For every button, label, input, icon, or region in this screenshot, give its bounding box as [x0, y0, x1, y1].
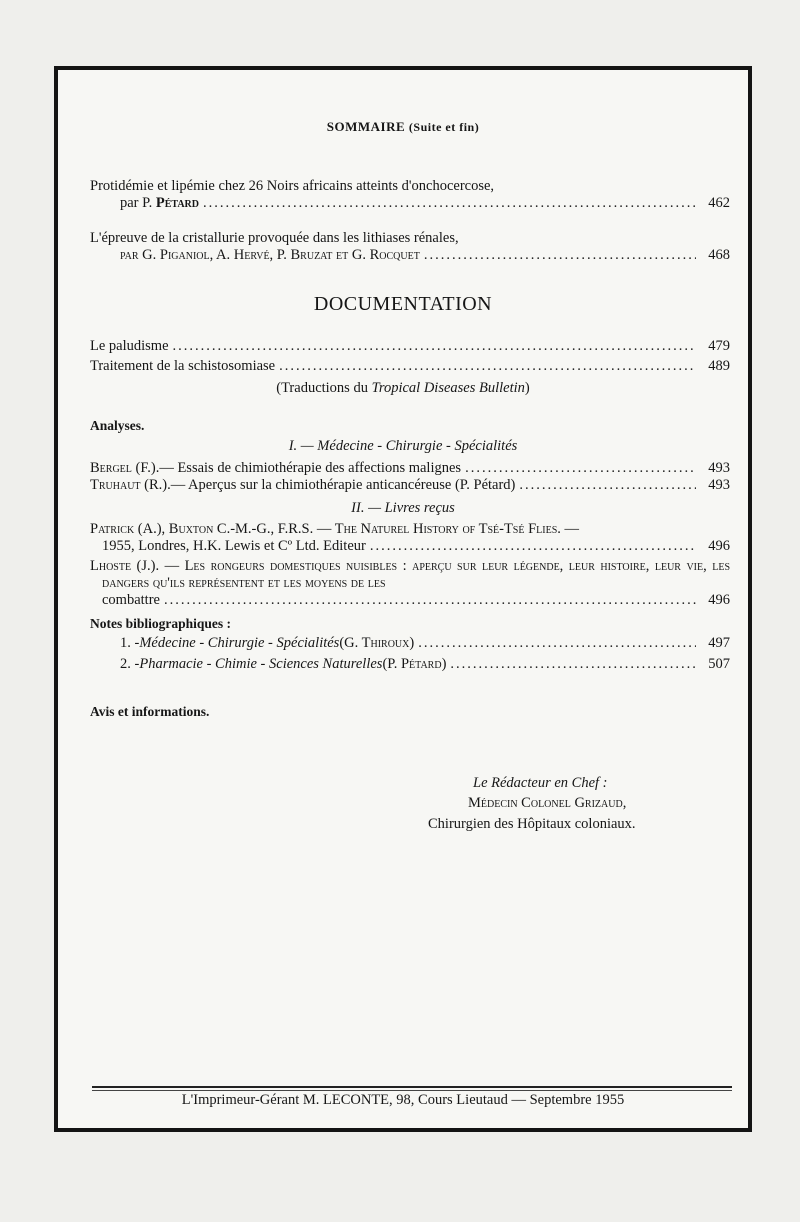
article-entry — [90, 178, 730, 212]
analyses-section-1: I. — Médecine - Chirurgie - Spécialités — [288, 438, 518, 454]
analyses-list-1 — [90, 460, 730, 494]
avis-heading: Avis et informations. — [90, 704, 210, 719]
list-item: Le paludisme ..... 479 — [90, 338, 730, 355]
notes-heading: Notes bibliographiques : — [90, 616, 232, 631]
documentation-list — [90, 338, 730, 375]
footer-divider — [92, 1090, 732, 1091]
documentation-note: (Traductions du Tropical Diseases Bulletin) — [276, 380, 530, 396]
section-heading-documentation: DOCUMENTATION — [313, 293, 493, 315]
analyses-section-2: II. — Livres reçus — [351, 500, 455, 516]
page-number: 462 — [708, 195, 730, 211]
list-item: Truhaut (R.). — Aperçus sur la chimiothérapie anticancéreuse (P. Pétard) ..... 493 — [90, 477, 730, 494]
analyses-heading: Analyses. — [90, 418, 145, 433]
page-frame — [54, 66, 752, 1132]
book-line: 1955, Londres, H.K. Lewis et Cº Ltd. Editeur ..... 496 — [90, 538, 730, 555]
book-entry: Lhoste (J.). — Les rongeurs domestiques nuisibles : aperçu sur leur légende, leur histoire, leur vie, les dangers qu'ils représentent et les moyens de les combattre ..... 496 — [90, 558, 730, 609]
signature-line-2: Médecin Colonel Grizaud, — [468, 795, 627, 811]
article-title-line: Protidémie et lipémie chez 26 Noirs africains atteints d'onchocercose, — [90, 178, 495, 194]
book-line: combattre ..... 496 — [90, 592, 730, 609]
article-entry — [90, 230, 730, 264]
list-item: 2. - Pharmacie - Chimie - Sciences Naturelles (P. Pétard) ..... 507 — [90, 656, 730, 673]
signature-line-3: Chirurgien des Hôpitaux coloniaux. — [428, 816, 636, 832]
article-author-line: par G. Piganiol, A. Hervé, P. Bruzat et G. Rocquet ..... 468 — [90, 247, 730, 264]
notes-list — [90, 635, 730, 673]
list-item: Traitement de la schistosomiase ..... 489 — [90, 358, 730, 375]
book-line: Patrick (A.), Buxton C.-M.-G., F.R.S. — The Naturel History of Tsé-Tsé Flies. — — [90, 521, 580, 537]
book-entry — [90, 521, 730, 555]
article-author-line: par P. Pétard ..... 462 — [90, 195, 730, 212]
list-item: 1. - Médecine - Chirurgie - Spécialités (G. Thiroux) ..... 497 — [90, 635, 730, 652]
footer-imprint: L'Imprimeur-Gérant M. LECONTE, 98, Cours Lieutaud — Septembre 1955 — [181, 1092, 625, 1108]
signature-line-1: Le Rédacteur en Chef : — [473, 775, 608, 791]
title-sub: (Suite et fin) — [408, 120, 480, 134]
footer-divider — [92, 1086, 732, 1088]
page-number: 468 — [708, 247, 730, 263]
list-item: Bergel (F.). — Essais de chimiothérapie des affections malignes ..... 493 — [90, 460, 730, 477]
title-main: SOMMAIRE — [326, 119, 406, 134]
page-title — [58, 119, 748, 135]
article-title-line: L'épreuve de la cristallurie provoquée dans les lithiases rénales, — [90, 230, 459, 246]
